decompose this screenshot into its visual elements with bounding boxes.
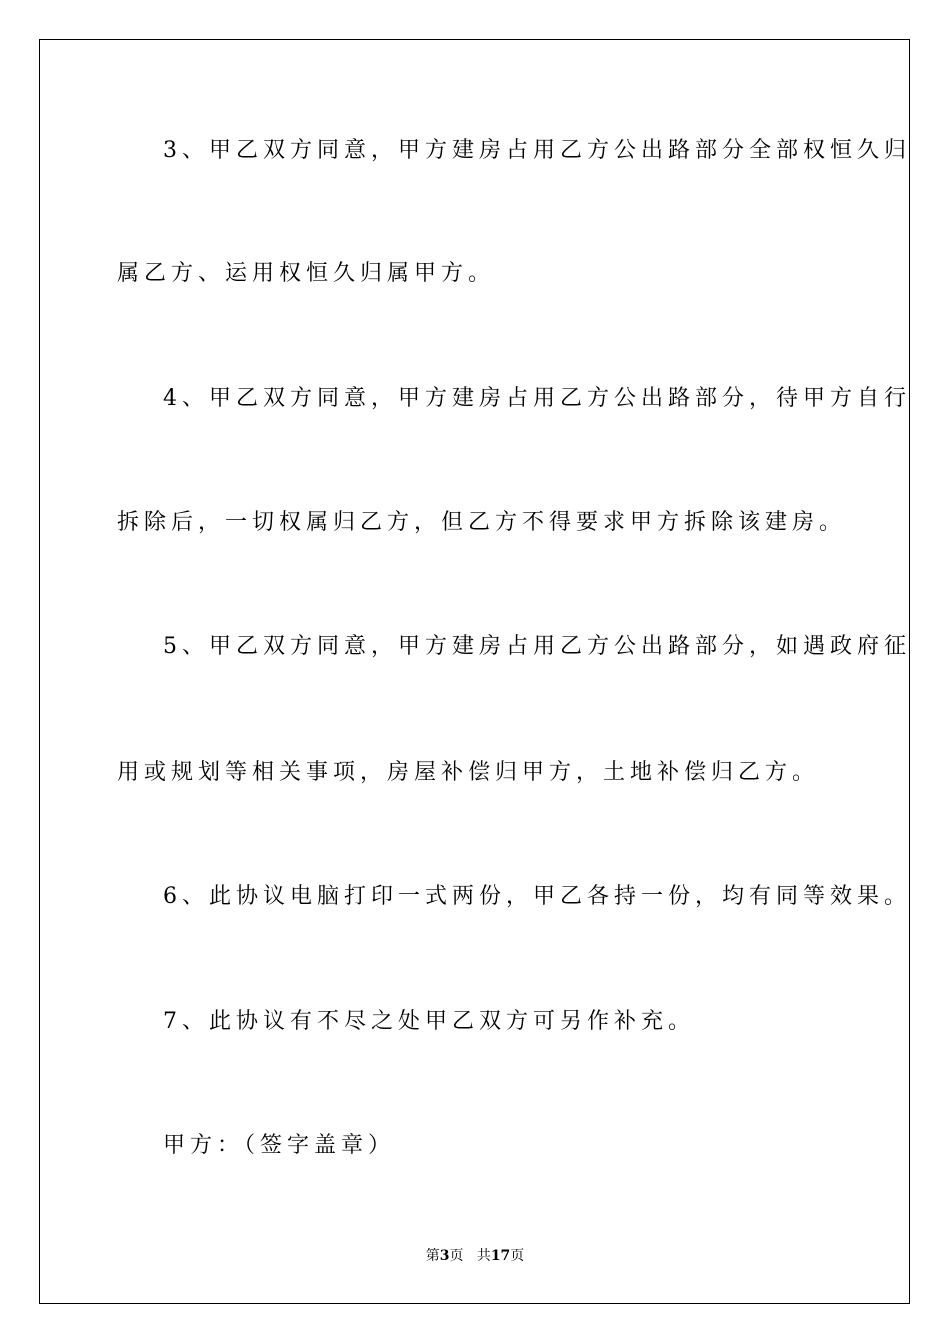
page-prefix: 第 xyxy=(425,1248,440,1264)
clause-7-line-1: 7、此协议有不尽之处甲乙双方可另作补充。 xyxy=(163,1009,695,1034)
page-border xyxy=(39,39,910,1304)
clause-6-line-1: 6、此协议电脑打印一式两份，甲乙各持一份，均有同等效果。 xyxy=(163,884,911,909)
clause-5-line-1: 5、甲乙双方同意，甲方建房占用乙方公出路部分，如遇政府征 xyxy=(163,634,911,659)
clause-4-line-2: 拆除后，一切权属归乙方，但乙方不得要求甲方拆除该建房。 xyxy=(117,510,847,535)
party-a-signature-line: 甲方：（签字盖章） xyxy=(163,1133,396,1158)
page-footer xyxy=(0,1247,950,1265)
clause-3-line-1: 3、甲乙双方同意，甲方建房占用乙方公出路部分全部权恒久归 xyxy=(163,138,911,163)
page-total: 17 xyxy=(490,1248,511,1264)
clause-5-line-2: 用或规划等相关事项，房屋补偿归甲方，土地补偿归乙方。 xyxy=(117,760,820,785)
page-suffix: 页 xyxy=(449,1248,464,1264)
clause-4-line-1: 4、甲乙双方同意，甲方建房占用乙方公出路部分，待甲方自行 xyxy=(163,386,911,411)
total-prefix: 共 xyxy=(476,1248,491,1264)
clause-3-line-2: 属乙方、运用权恒久归属甲方。 xyxy=(117,261,496,286)
page-current: 3 xyxy=(439,1248,450,1264)
total-suffix: 页 xyxy=(510,1248,525,1264)
